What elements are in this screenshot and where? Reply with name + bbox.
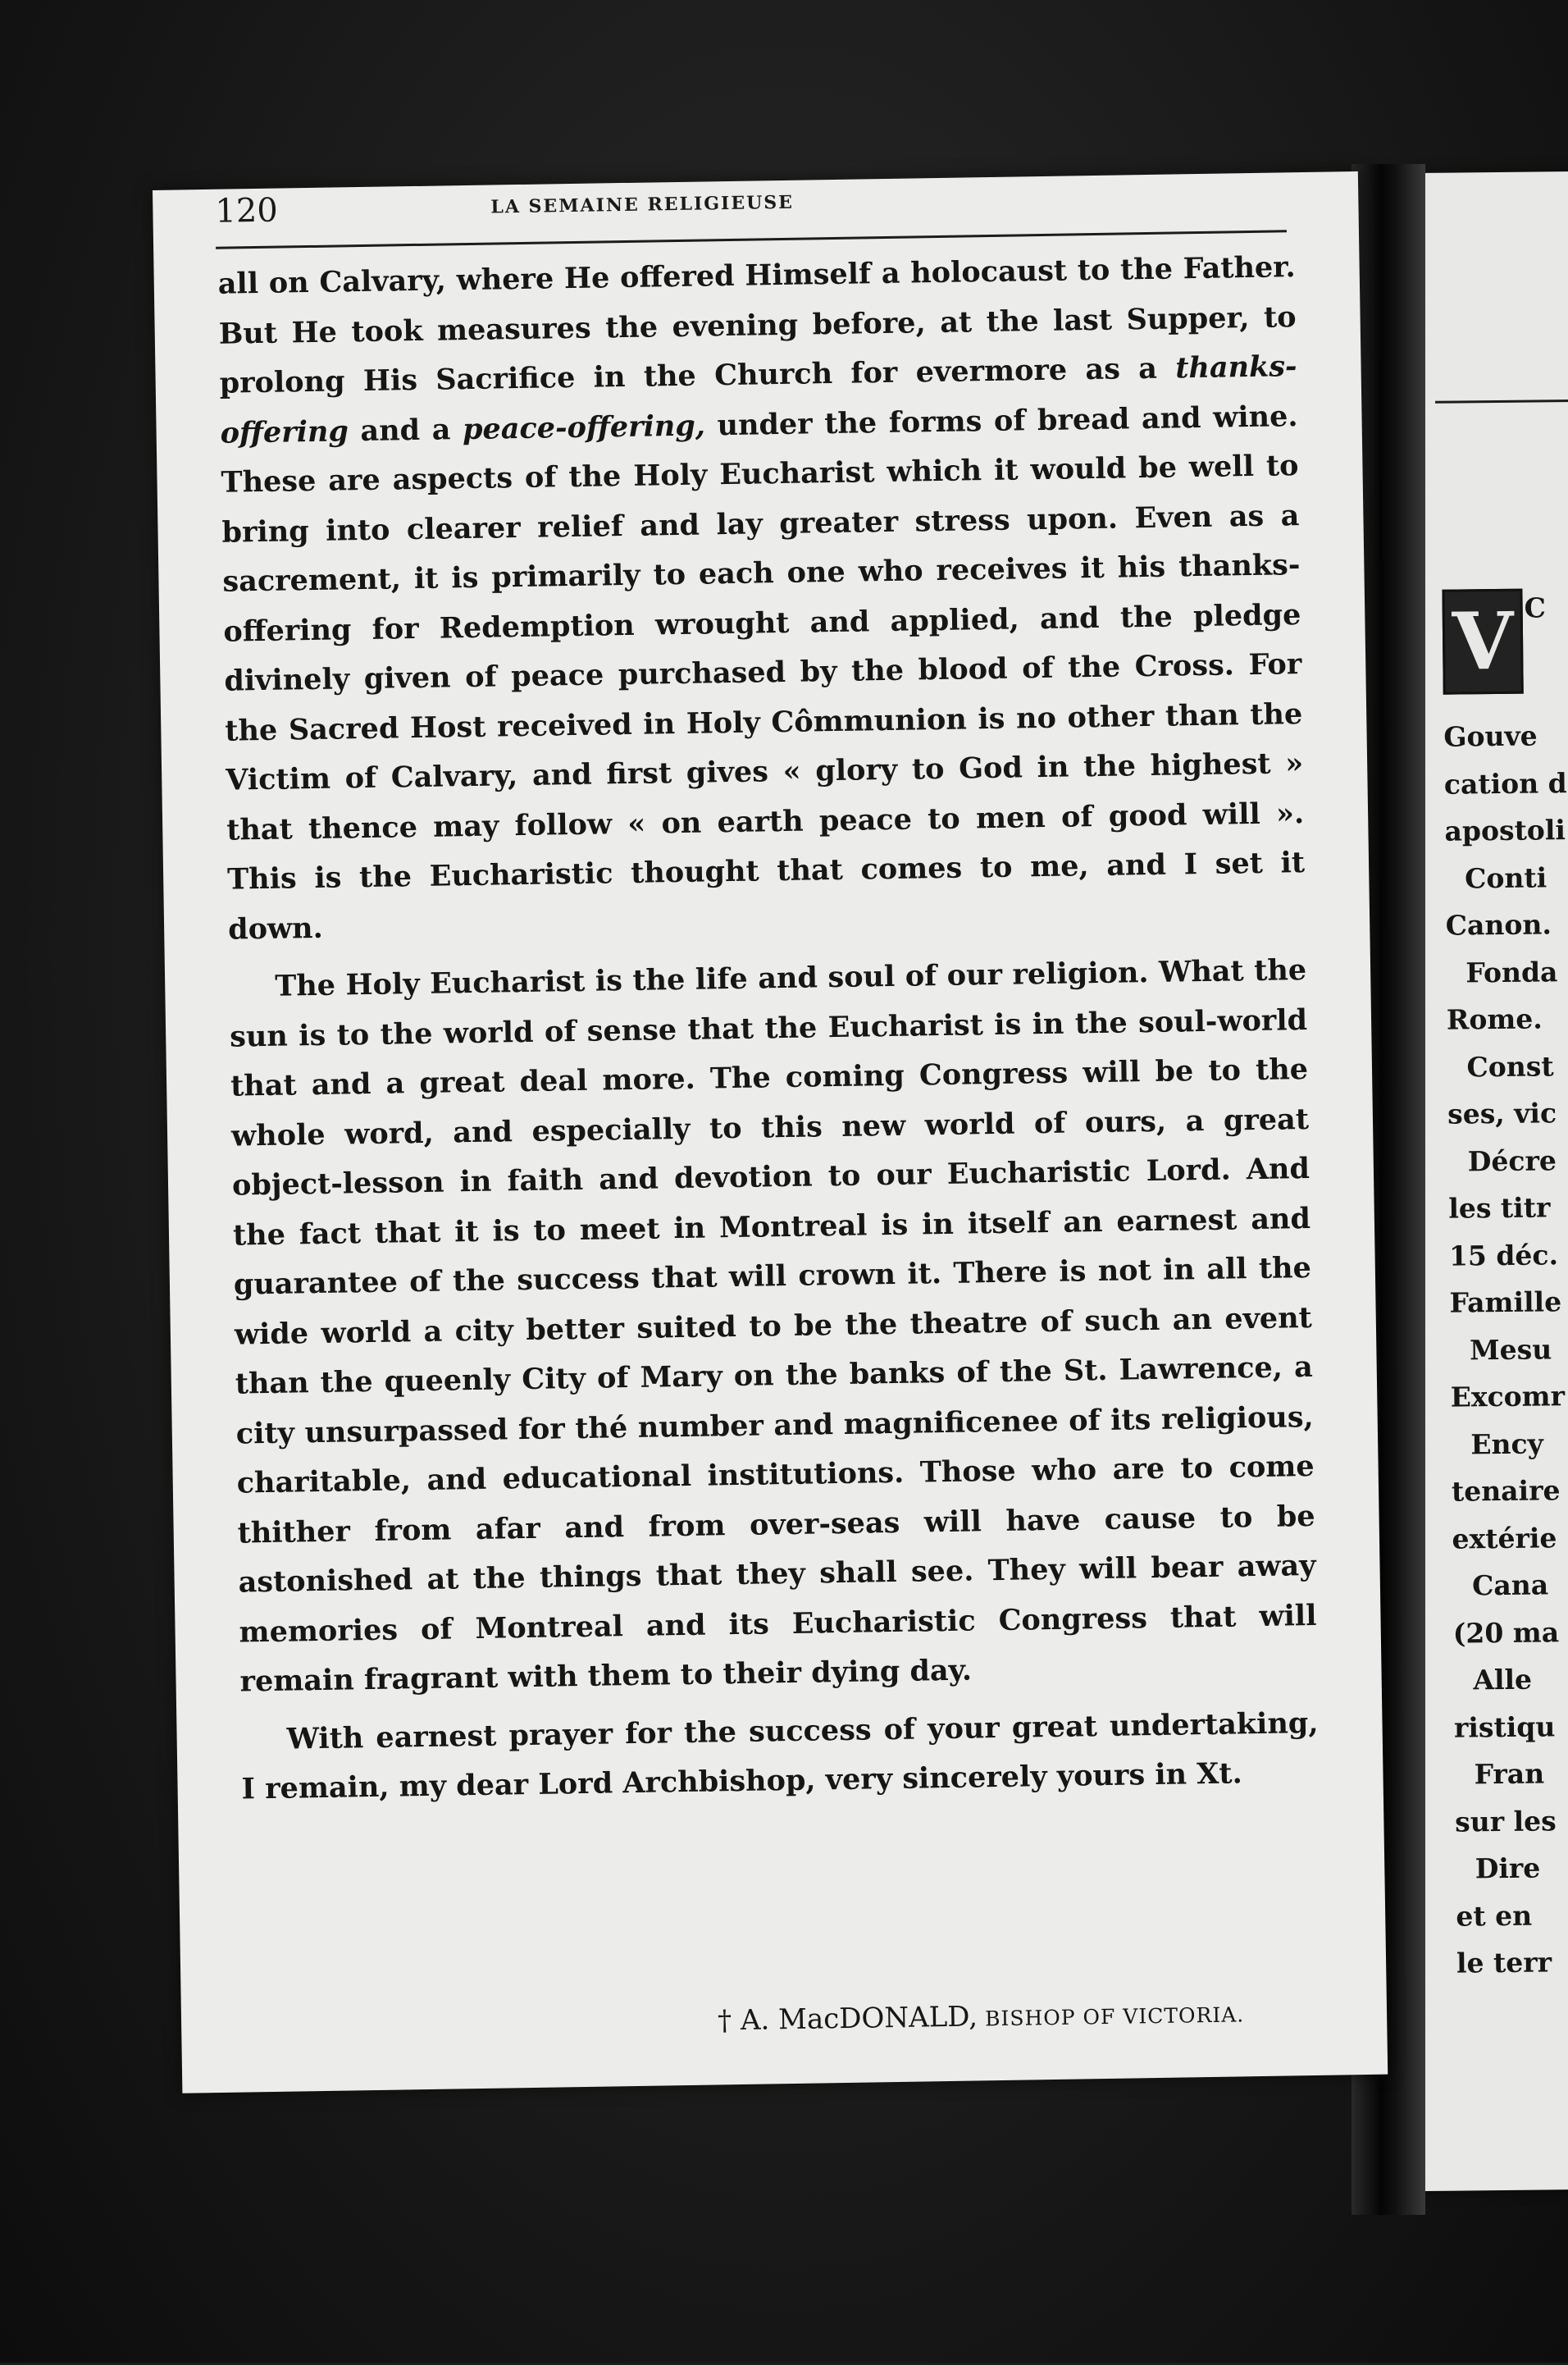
letter-body: [217, 243, 1320, 1815]
running-head: LA SEMAINE RELIGIEUSE: [490, 191, 795, 218]
signature-title: BISHOP OF VICTORIA.: [977, 2002, 1245, 2031]
right-page-line: cation d: [1443, 766, 1567, 801]
paragraph-1-text-c: under the forms of bread and wine. These are aspects of the Holy Eucharist which it would be well to bring into clearer relief and lay greater stress upon. Even as a sacrement, it is primarily to each one who receives it his thanks-offering for Redemption wrought and applied, and the pledge divinely given of peace purchased by the blood of the Cross. For the Sacred Host received in Holy Cômmunion is no other than the Victim of Calvary, and first gives « glory to God in the highest » that thence may follow « on earth peace to men of good will ». This is the Eucharistic thought that comes to me, and I set it down.: [221, 399, 1306, 947]
dropcap-following-text: C: [1524, 591, 1547, 624]
signature-name: † A. MacDONALD,: [717, 2000, 978, 2038]
right-page-line: Cana: [1471, 1568, 1549, 1602]
right-page-line: Rome.: [1446, 1002, 1543, 1036]
right-page-line: extérie: [1452, 1521, 1557, 1555]
right-page-line: Fran: [1474, 1757, 1545, 1791]
right-page-line: Mesu: [1469, 1332, 1552, 1366]
thanks-offering-italic: thanks-offering: [220, 349, 1297, 450]
right-page-line: 15 déc.: [1448, 1238, 1559, 1272]
right-page-line: les titr: [1448, 1191, 1551, 1225]
right-page-line: Const: [1466, 1049, 1554, 1083]
right-page-line: Excomr: [1450, 1380, 1566, 1413]
right-page-line: Conti: [1464, 861, 1547, 894]
right-page-line: sur les: [1454, 1804, 1557, 1838]
paragraph-2: The Holy Eucharist is the life and soul of our religion. What the sun is to the world of sense that the Eucharist is in the soul-world that and a great deal more. The coming Congress will be to the whole word, and especially to this new world of ours, a great object-lesson in faith and devotion to our Eucharistic Lord. And the fact that it is to meet in Montreal is in itself an earnest and guarantee of the success that will crown it. There is not in all the wide world a city better suited to be the theatre of such an event than the queenly City of Mary on the banks of the St. Lawrence, a city unsurpassed for thé number and magnificenee of its religious, charitable, and educational institutions. Those who are to come thither from afar and from over-seas will have cause to be astonished at the things that they shall see. They will bear away memories of Montreal and its Eucharistic Congress that will remain fragrant with them to their dying day.: [229, 953, 1317, 1699]
paragraph-1-text-b: and a: [348, 412, 463, 448]
right-page-line: tenaire: [1451, 1474, 1561, 1508]
signature: [718, 1996, 1245, 2037]
paragraph-1-text-a: all on Calvary, where He offered Himself a holocaust to the Father. But He took measures the evening before, at the last Supper, to prolong His Sacrifice in the Church for evermore as a: [217, 250, 1297, 400]
right-page-line: Fonda: [1465, 955, 1558, 988]
right-page-line: Alle: [1473, 1663, 1533, 1696]
right-page-line: Famille: [1449, 1285, 1562, 1319]
page-header: [215, 167, 1287, 234]
right-page-line: Canon.: [1445, 908, 1552, 942]
paragraph-3: With earnest prayer for the success of your great undertaking, I remain, my dear Lord Archbishop, very sincerely yours in Xt.: [241, 1705, 1319, 1806]
right-page-line: (20 ma: [1452, 1615, 1560, 1650]
right-page-line: apostoli: [1444, 814, 1566, 847]
right-page-line: Dire: [1475, 1851, 1541, 1885]
right-page-line: le terr: [1456, 1946, 1552, 1979]
right-page-line: et en: [1456, 1899, 1533, 1933]
paragraph-1: [217, 243, 1306, 955]
right-page-line: Décre: [1467, 1144, 1557, 1177]
peace-offering-italic: peace-offering,: [462, 408, 706, 446]
right-page-line: ristiqu: [1453, 1710, 1556, 1744]
right-page-line: ses, vic: [1447, 1097, 1557, 1130]
page-number: 120: [215, 191, 279, 231]
dropcap-letter: V: [1452, 594, 1514, 688]
right-page-line: Gouve: [1443, 719, 1538, 753]
right-page-line: Ency: [1470, 1427, 1543, 1460]
